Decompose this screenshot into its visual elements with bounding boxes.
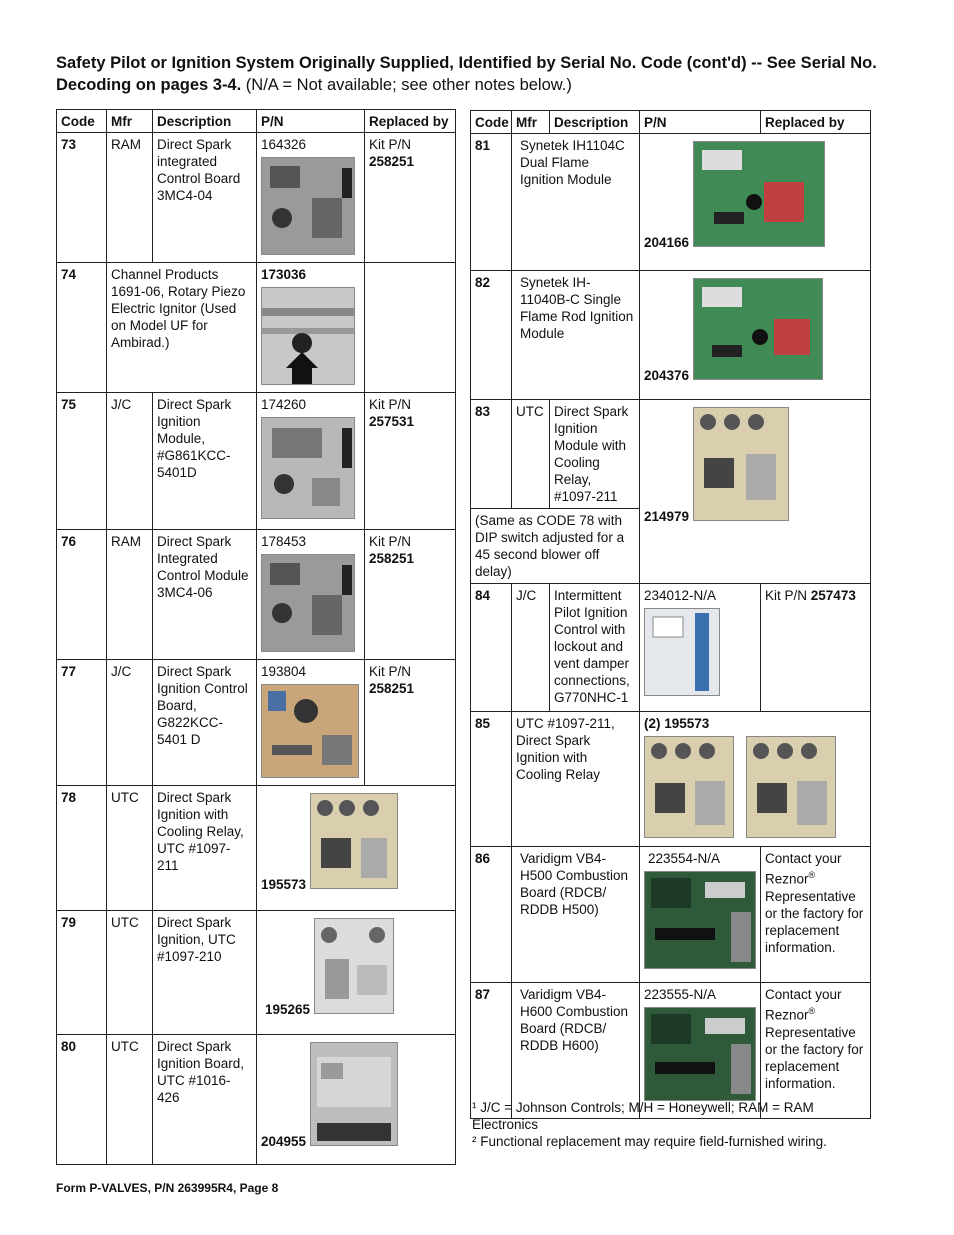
row-replaced-prefix: Kit P/N: [369, 137, 412, 152]
row-replaced-prefix: Kit P/N: [369, 534, 412, 549]
table-row: [57, 911, 456, 1035]
footnote-1: ¹ J/C = Johnson Controls; M/H = Honeywell; RAM = RAM Electronics: [472, 1100, 814, 1132]
row-description: Varidigm VB4-H500 Combustion Board (RDCB/ RDDB H500): [512, 847, 640, 983]
row-mfr: J/C: [107, 393, 153, 530]
right-parts-table: [470, 110, 871, 1119]
row-note: (Same as CODE 78 with DIP switch adjusted for a 45 second blower off delay): [471, 509, 640, 584]
table-row: [57, 660, 456, 786]
row-replaced-prefix: Kit P/N: [369, 664, 412, 679]
row-pn: 164326: [261, 137, 307, 152]
col-replaced-by: Replaced by: [365, 110, 456, 133]
row-replaced-text-cont: Representative or the factory for replacement information.: [765, 1024, 864, 1091]
row-pn: 214979: [644, 509, 690, 524]
row-replaced-kit: 258251: [369, 154, 415, 169]
row-description: Direct Spark Ignition Module, #G861KCC-5401D: [153, 393, 257, 530]
registered-mark: ®: [808, 1006, 816, 1016]
row-mfr: J/C: [107, 660, 153, 786]
row-replaced-kit: 258251: [369, 681, 415, 696]
row-mfr: UTC: [107, 911, 153, 1035]
col-code: Code: [471, 111, 512, 134]
table-row: [471, 847, 871, 983]
col-mfr: Mfr: [107, 110, 153, 133]
row-code: 80: [57, 1035, 107, 1165]
row-mfr: J/C: [512, 584, 550, 712]
table-row: [57, 263, 456, 393]
row-description: Direct Spark integrated Control Board 3MC4-04: [153, 133, 257, 263]
row-pn: (2) 195573: [644, 716, 710, 731]
col-code: Code: [57, 110, 107, 133]
control-module-image: [261, 554, 355, 652]
row-description: Direct Spark Ignition with Cooling Relay, UTC #1097-211: [153, 786, 257, 911]
row-description: Direct Spark Ignition, UTC #1097-210: [153, 911, 257, 1035]
row-mfr: UTC: [107, 786, 153, 911]
table-row: [471, 271, 871, 400]
row-replaced-text: Contact your Reznor: [765, 987, 842, 1023]
ignition-board-image: [644, 736, 734, 838]
row-code: 74: [57, 263, 107, 393]
row-description: UTC #1097-211, Direct Spark Ignition with Cooling Relay: [512, 712, 640, 847]
ignition-board-image: [310, 793, 398, 889]
row-pn: 204376: [644, 368, 690, 383]
col-pn: P/N: [640, 111, 761, 134]
row-pn: 178453: [261, 534, 307, 549]
ignition-module-image: [693, 141, 825, 247]
row-replaced-kit: 257473: [810, 588, 856, 603]
col-description: Description: [550, 111, 640, 134]
table-row: [471, 134, 871, 271]
table-row: [57, 1035, 456, 1165]
control-board-image: [261, 157, 355, 255]
row-mfr: UTC: [107, 1035, 153, 1165]
row-pn: 234012-N/A: [644, 588, 717, 603]
row-code: 81: [471, 134, 512, 271]
col-mfr: Mfr: [512, 111, 550, 134]
row-code: 76: [57, 530, 107, 660]
col-description: Description: [153, 110, 257, 133]
row-code: 73: [57, 133, 107, 263]
ignition-module-image: [261, 417, 355, 519]
ignition-module-image: [693, 407, 789, 521]
table-row: [57, 133, 456, 263]
control-board-image: [261, 684, 359, 778]
row-code: 77: [57, 660, 107, 786]
row-replaced-prefix: Kit P/N: [765, 588, 808, 603]
table-row: [471, 584, 871, 712]
piezo-ignitor-image: [261, 287, 355, 385]
title-note: (N/A = Not available; see other notes below.): [241, 76, 572, 94]
table-header: [57, 110, 456, 133]
row-code: 85: [471, 712, 512, 847]
col-pn: P/N: [257, 110, 365, 133]
row-code: 86: [471, 847, 512, 983]
registered-mark: ®: [808, 870, 816, 880]
row-pn: 204955: [261, 1134, 307, 1149]
row-code: 75: [57, 393, 107, 530]
row-pn: 223555-N/A: [644, 987, 717, 1002]
row-pn: 173036: [261, 267, 307, 282]
row-code: 79: [57, 911, 107, 1035]
title-bold: Safety Pilot or Ignition System Originally Supplied, Identified by Serial No. Code (cont'd) -- See Serial No. Decoding on pages 3-4.: [56, 54, 877, 94]
row-replaced-prefix: Kit P/N: [369, 397, 412, 412]
row-description: Direct Spark Ignition Board, UTC #1016-426: [153, 1035, 257, 1165]
table-row: [57, 393, 456, 530]
row-pn: 195573: [261, 877, 307, 892]
ignition-board-image: [314, 918, 394, 1014]
row-description: Varidigm VB4-H600 Combustion Board (RDCB/ RDDB H600): [512, 983, 640, 1119]
row-replaced-text-cont: Representative or the factory for replacement information.: [765, 888, 864, 955]
row-description: Intermittent Pilot Ignition Control with lockout and vent damper connections, G770NHC-1: [550, 584, 640, 712]
row-code: 87: [471, 983, 512, 1119]
combustion-board-image: [644, 1007, 756, 1101]
row-code: 83: [471, 400, 512, 509]
footnote-2: ² Functional replacement may require field-furnished wiring.: [472, 1134, 827, 1149]
row-description: Synetek IH1104C Dual Flame Ignition Module: [512, 134, 640, 271]
row-replaced-kit: 258251: [369, 551, 415, 566]
row-mfr: UTC: [512, 400, 550, 509]
row-pn: 223554-N/A: [648, 851, 721, 866]
row-code: 78: [57, 786, 107, 911]
table-row: [471, 400, 871, 509]
row-pn: 174260: [261, 397, 307, 412]
row-description: Synetek IH-11040B-C Single Flame Rod Ignition Module: [512, 271, 640, 400]
row-description: Direct Spark Ignition Module with Cooling Relay, #1097-211: [550, 400, 640, 509]
row-description: Direct Spark Ignition Control Board, G822KCC-5401 D: [153, 660, 257, 786]
row-pn: 195265: [265, 1002, 311, 1017]
table-row: [471, 712, 871, 847]
row-code: 84: [471, 584, 512, 712]
row-pn: 193804: [261, 664, 307, 679]
table-row: [57, 530, 456, 660]
combustion-board-image: [644, 871, 756, 969]
ignition-board-image: [310, 1042, 398, 1146]
left-parts-table: [56, 109, 456, 1165]
row-description: Direct Spark Integrated Control Module 3MC4-06: [153, 530, 257, 660]
table-header: [471, 111, 871, 134]
row-description: Channel Products 1691-06, Rotary Piezo Electric Ignitor (Used on Model UF for Ambirad.): [107, 263, 257, 393]
footnotes: [472, 1099, 872, 1150]
ignition-board-image: [746, 736, 836, 838]
col-replaced-by: Replaced by: [761, 111, 871, 134]
row-code: 82: [471, 271, 512, 400]
page-title: [56, 52, 906, 96]
row-replaced-text: Contact your Reznor: [765, 851, 842, 887]
page-footer: Form P-VALVES, P/N 263995R4, Page 8: [56, 1181, 279, 1195]
row-mfr: RAM: [107, 530, 153, 660]
table-row: [57, 786, 456, 911]
row-pn: 204166: [644, 235, 690, 250]
ignition-module-image: [693, 278, 823, 380]
row-replaced-kit: 257531: [369, 414, 415, 429]
ignition-control-image: [644, 608, 720, 696]
row-mfr: RAM: [107, 133, 153, 263]
